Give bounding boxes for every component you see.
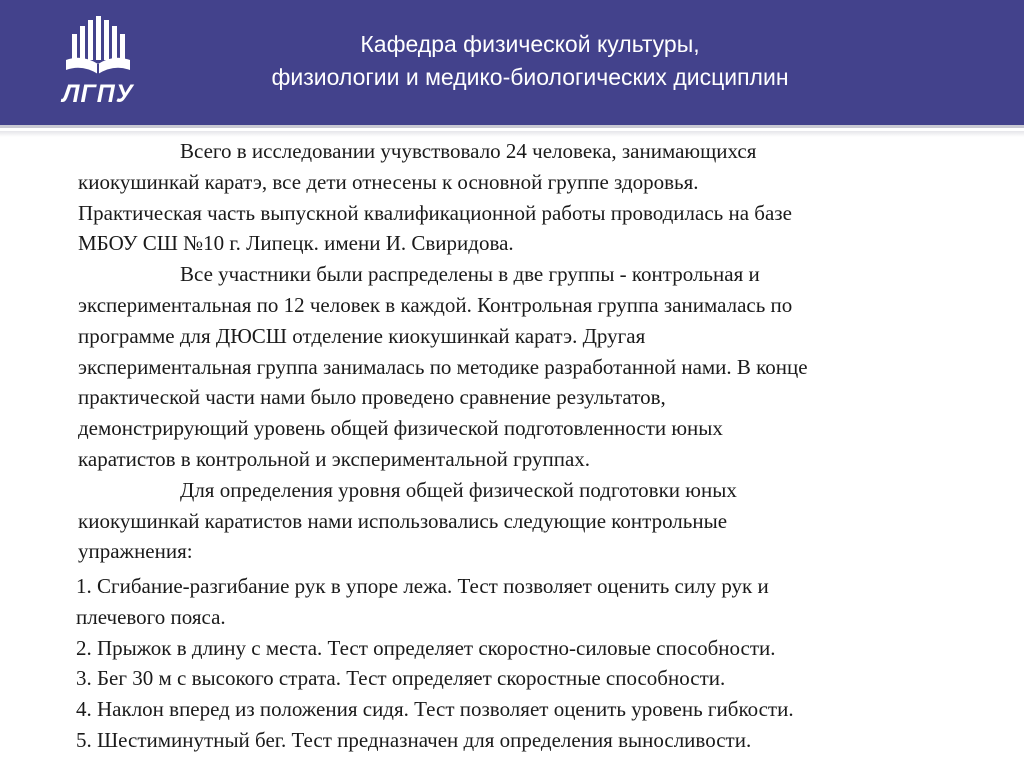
text-line: МБОУ СШ №10 г. Липецк. имени И. Свиридова.	[78, 231, 514, 256]
text-line: экспериментальная по 12 человек в каждой. Контрольная группа занималась по	[78, 292, 793, 317]
header-banner	[0, 0, 1024, 128]
text-line: киокушинкай каратистов нами использовались следующие контрольные	[78, 508, 728, 533]
text-line: программе для ДЮСШ отделение киокушинкай каратэ. Другая	[78, 323, 646, 348]
list-item: 3. Бег 30 м с высокого страта. Тест определяет скоростные способности.	[76, 666, 726, 691]
book-columns-icon	[62, 14, 134, 80]
page-title	[170, 28, 890, 94]
logo-text: ЛГПУ	[62, 80, 134, 108]
title-line: физиологии и медико-биологических дисциплин	[271, 64, 789, 90]
text-line: практической части нами было проведено сравнение результатов,	[78, 385, 666, 410]
exercise-list	[76, 571, 1006, 756]
list-item: плечевого пояса.	[76, 604, 226, 629]
list-item: 2. Прыжок в длину с места. Тест определяет скоростно-силовые способности.	[76, 635, 776, 660]
text-line: экспериментальная группа занималась по методике разработанной нами. В конце	[78, 354, 808, 379]
text-line: демонстрирующий уровень общей физической подготовленности юных	[78, 416, 723, 441]
text-line: каратистов в контрольной и экспериментальной группах.	[78, 446, 591, 471]
list-item: 5. Шестиминутный бег. Тест предназначен для определения выносливости.	[76, 727, 752, 752]
list-item: 1. Сгибание-разгибание рук в упоре лежа. Тест позволяет оценить силу рук и	[76, 574, 769, 598]
main-text	[78, 136, 998, 567]
title-line: Кафедра физической культуры,	[360, 31, 700, 57]
text-line: упражнения:	[78, 539, 193, 564]
text-line: киокушинкай каратэ, все дети отнесены к основной группе здоровья.	[78, 169, 699, 194]
university-logo	[62, 14, 134, 110]
text-line: Все участники были распределены в две группы - контрольная и	[180, 262, 760, 287]
list-item: 4. Наклон вперед из положения сидя. Тест позволяет оценить уровень гибкости.	[76, 697, 794, 722]
text-line: Всего в исследовании учувствовало 24 человека, занимающихся	[180, 139, 757, 163]
text-line: Практическая часть выпускной квалификационной работы проводилась на базе	[78, 200, 792, 225]
text-line: Для определения уровня общей физической подготовки юных	[180, 477, 737, 502]
